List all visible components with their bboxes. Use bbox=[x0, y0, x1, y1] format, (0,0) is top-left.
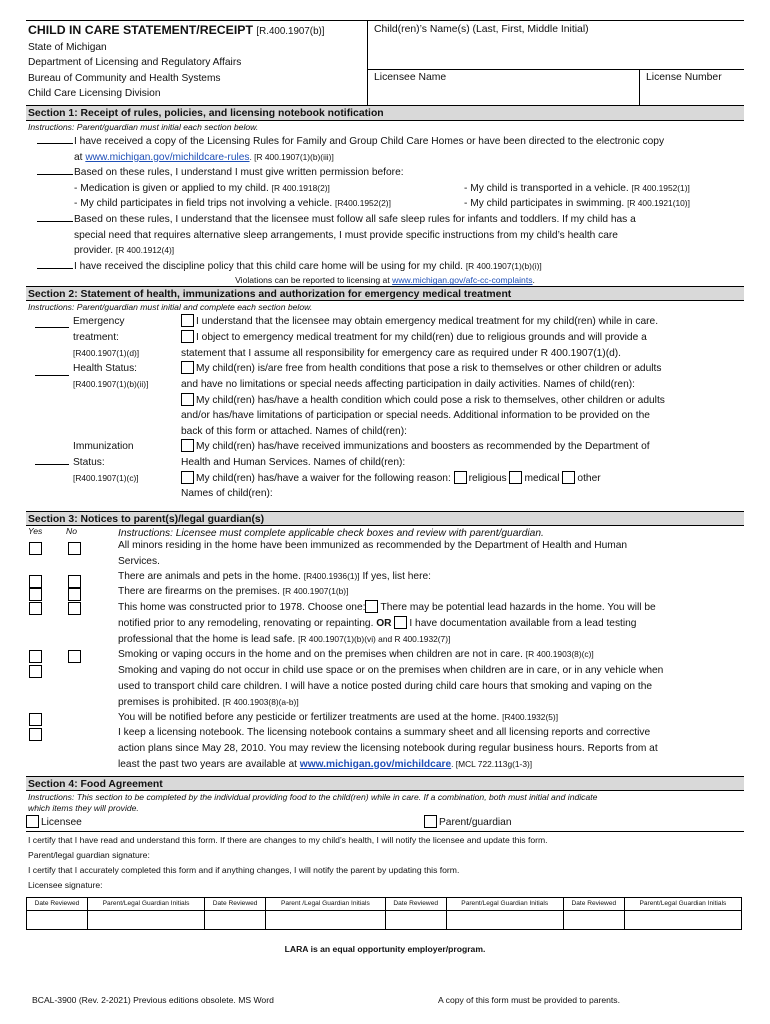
lead-safe-checkbox[interactable] bbox=[394, 616, 407, 629]
table-cell[interactable] bbox=[266, 910, 386, 929]
religious-checkbox[interactable] bbox=[454, 471, 467, 484]
initial-blank[interactable] bbox=[35, 375, 69, 376]
table-cell[interactable] bbox=[624, 910, 741, 929]
section3-heading: Section 3: Notices to parent(s)/legal guardian(s) bbox=[26, 511, 744, 526]
yes-column-label: Yes bbox=[28, 526, 43, 537]
agency-line: State of Michigan bbox=[28, 41, 107, 53]
no-checkbox[interactable] bbox=[68, 650, 81, 663]
equal-opportunity-note: LARA is an equal opportunity employer/program. bbox=[284, 943, 486, 954]
table-cell[interactable] bbox=[27, 910, 88, 929]
yes-checkbox[interactable] bbox=[29, 650, 42, 663]
section2-heading: Section 2: Statement of health, immunizations and authorization for emergency medical treatment bbox=[26, 286, 744, 301]
rules-link[interactable]: www.michigan.gov/michildcare-rules bbox=[85, 151, 250, 163]
other-checkbox[interactable] bbox=[562, 471, 575, 484]
table-cell[interactable] bbox=[446, 910, 563, 929]
section2-body: Emergency treatment: [R400.1907(1)(d)] I understand that the licensee may obtain emergency medical treatment for my child(ren) while in care. I object to emergency medical treatment for my child(ren) due to religious grounds and will provide a statement that I assume all responsibility for emergency care as required under R 400.1907(1)(d). Health Status: [R400.1907(1)(b)(ii)] My child(ren) is/are free from health conditions that pose a risk to themselves or other children or adults and have no limitations or special needs affecting participation in daily activities. Names of child(ren): My child(ren) has/have a health condition which could pose a risk to themselves, other children or adults and/or has/have limitations of participation or special needs. Additional information to be provided on the back of this form or attached. Names of child(ren): Immunization Status: [R400.1907(1)(c)] My child(ren) has/have received immunizations and boosters as recommended by the Department of Health and Human Services. Names of child(ren): My child(ren) has/have a waiver for the following reason: religious medical other Names of child(ren): bbox=[26, 314, 744, 511]
form-header bbox=[26, 20, 744, 106]
table-cell[interactable] bbox=[87, 910, 204, 929]
no-checkbox[interactable] bbox=[68, 542, 81, 555]
agency-block bbox=[26, 21, 368, 105]
section4-heading: Section 4: Food Agreement bbox=[26, 776, 744, 791]
checkbox[interactable] bbox=[181, 330, 194, 343]
licensee-name-label: Licensee Name bbox=[374, 72, 447, 84]
initial-blank[interactable] bbox=[37, 134, 73, 144]
table-cell[interactable] bbox=[563, 910, 624, 929]
item1-text: I have received a copy of the Licensing Rules for Family and Group Child Care Homes or have been directed to the electronic copy bbox=[74, 136, 665, 147]
yes-checkbox[interactable] bbox=[29, 575, 42, 588]
licensee-signature-line[interactable]: Licensee signature: bbox=[28, 879, 103, 890]
initial-blank[interactable] bbox=[37, 259, 73, 269]
yes-checkbox[interactable] bbox=[29, 542, 42, 555]
no-checkbox[interactable] bbox=[68, 602, 81, 615]
checkbox[interactable] bbox=[181, 361, 194, 374]
form-id: BCAL-3900 (Rev. 2-2021) Previous editions obsolete. MS Word bbox=[32, 995, 274, 1005]
agency-line: Child Care Licensing Division bbox=[28, 88, 161, 99]
table-cell[interactable] bbox=[385, 910, 446, 929]
section1-instructions: Instructions: Parent/guardian must initial each section below. bbox=[28, 122, 259, 132]
checkbox[interactable] bbox=[181, 393, 194, 406]
michildcare-link[interactable]: www.michigan.gov/michildcare bbox=[299, 758, 452, 770]
yes-checkbox[interactable] bbox=[29, 602, 42, 615]
yes-checkbox[interactable] bbox=[29, 713, 42, 726]
license-number-field[interactable] bbox=[640, 70, 744, 105]
initial-blank[interactable] bbox=[37, 165, 73, 175]
licensee-food-checkbox[interactable] bbox=[26, 815, 39, 828]
no-column-label: No bbox=[66, 526, 77, 537]
license-number-label: License Number bbox=[646, 72, 722, 84]
licensee-certification: I certify that I accurately completed this form and if anything changes, I will notify the parent by updating this form. bbox=[28, 864, 460, 875]
section1-heading: Section 1: Receipt of rules, policies, and licensing notebook notification bbox=[26, 106, 744, 121]
checkbox[interactable] bbox=[181, 439, 194, 452]
form-title: CHILD IN CARE STATEMENT/RECEIPT [R.400.1907(b)] bbox=[28, 23, 325, 37]
initial-blank[interactable] bbox=[35, 464, 69, 465]
yes-checkbox[interactable] bbox=[29, 728, 42, 741]
item3-text: Based on these rules, I understand that the licensee must follow all safe sleep rules for infants and toddlers. If my child has a bbox=[74, 213, 636, 225]
section4-body: Instructions: This section to be completed by the individual providing food to the child(ren) while in care. If a combination, both must initial and indicate which items they will provide. Licensee Parent/guardian I certify that I have read and understand this form. If there are changes to my child’s health, I will notify the licensee and update this form. Parent/legal guardian signature: I certify that I accurately completed this form and if anything changes, I will notify the parent by updating this form. Licensee signature: Date Reviewed Parent/Legal Guardian Initials Date Reviewed Parent /Legal Guardian Initials Date Reviewed Parent/Legal Guardian Initials Date Reviewed Parent/Legal Guardian Initials LARA is an equal opportunity employer/program. bbox=[26, 791, 744, 954]
medical-checkbox[interactable] bbox=[509, 471, 522, 484]
agency-line: Bureau of Community and Health Systems bbox=[28, 72, 221, 84]
section2-instructions: Instructions: Parent/guardian must initial and complete each section below. bbox=[28, 302, 313, 313]
yes-checkbox[interactable] bbox=[29, 588, 42, 601]
initial-blank[interactable] bbox=[35, 327, 69, 328]
initial-blank[interactable] bbox=[37, 212, 73, 222]
section1-body: I have received a copy of the Licensing Rules for Family and Group Child Care Homes or have been directed to the electronic copy at www.michigan.gov/michildcare-rules. [R 400.1907(1)(b)(iii)] Based on these rules, I understand I must give written permission before: - Medication is given or applied to my child. [R 400.1918(2)] - My child is transported in a vehicle. [R 400.1952(1)] - My child participates in field trips not involving a vehicle. [R400.1952(2)] - My child participates in swimming. [R 400.1921(10)] Based on these rules, I understand that the licensee must follow all safe sleep rules for infants and toddlers. If my child has a special need that requires alternative sleep arrangements, I must provide specific instructions from my child’s health care provider. [R 400.1912(4)] I have received the discipline policy that this child care home will be using for my child. [R 400.1907(1)(b)(i)] Violations can be reported to licensing at www.michigan.gov/afc-cc-complaints. bbox=[26, 134, 744, 286]
table-cell[interactable] bbox=[205, 910, 266, 929]
item2-text: Based on these rules, I understand I must give written permission before: bbox=[74, 167, 404, 179]
checkbox[interactable] bbox=[181, 471, 194, 484]
section4-instructions: Instructions: This section to be completed by the individual providing food to the child(ren) while in care. If a combination, both must initial and indicate bbox=[28, 792, 598, 803]
parent-signature-line[interactable]: Parent/legal guardian signature: bbox=[28, 849, 150, 860]
children-names-field[interactable] bbox=[368, 21, 744, 70]
complaints-link[interactable]: www.michigan.gov/afc-cc-complaints bbox=[392, 275, 533, 286]
violations-note: Violations can be reported to licensing at www.michigan.gov/afc-cc-complaints. bbox=[235, 275, 535, 286]
checkbox[interactable] bbox=[181, 314, 194, 327]
parent-food-checkbox[interactable] bbox=[424, 815, 437, 828]
copy-note: A copy of this form must be provided to parents. bbox=[438, 995, 620, 1005]
no-checkbox[interactable] bbox=[68, 575, 81, 588]
review-table: Date Reviewed Parent/Legal Guardian Initials Date Reviewed Parent /Legal Guardian Initials Date Reviewed Parent/Legal Guardian Initials Date Reviewed Parent/Legal Guardian Initials bbox=[26, 897, 742, 930]
lead-hazard-checkbox[interactable] bbox=[365, 600, 378, 613]
section3-body: Yes No Instructions: Licensee must complete applicable check boxes and review with parent/guardian. All minors residing in the home have been immunized as recommended by the Department of Health and Human Services. There are animals and pets in the home. [R400.1936(1)] If yes, list here: There are firearms on the premises. [R 400.1907(1(b)] This home was constructed prior to 1978. Choose one: There may be potential lead hazards in the home. You will be notified prior to any remodeling, renovating or repainting. OR I have documentation available from a lead testing professional that the home is lead safe. [R 400.1907(1)(b)(vi) and R 400.1932(7)] Smoking or vaping occurs in the home and on the premises when children are not in care. [R 400.1903(8)(c)] Smoking and vaping do not occur in child use space or on the premises when children are in care, or in any vehicle when used to transport child care children. I will have a notice posted during child care hours that smoking and vaping on the premises is prohibited. [R 400.1903(8)(a-b)] You will be notified before any pesticide or fertilizer treatments are used at the home. [R400.1932(5)] I keep a licensing notebook. The licensing notebook contains a summary sheet and all licensing reports and corrective action plans since May 28, 2010. You may review the licensing notebook during regular business hours. Reports from at least the past two years are available at www.michigan.gov/michildcare. [MCL 722.113g(1-3)] bbox=[26, 526, 744, 776]
agency-line: Department of Licensing and Regulatory Affairs bbox=[28, 57, 242, 68]
no-checkbox[interactable] bbox=[68, 588, 81, 601]
yes-checkbox[interactable] bbox=[29, 665, 42, 678]
children-names-label: Child(ren)’s Name(s) (Last, First, Middle Initial) bbox=[374, 24, 589, 35]
section3-instructions: Instructions: Licensee must complete applicable check boxes and review with parent/guardian. bbox=[118, 528, 544, 540]
parent-certification: I certify that I have read and understand this form. If there are changes to my child’s health, I will notify the licensee and update this form. bbox=[28, 834, 548, 845]
item4-text: I have received the discipline policy that this child care home will be using for my child. bbox=[74, 260, 464, 272]
licensee-name-field[interactable] bbox=[368, 70, 640, 105]
